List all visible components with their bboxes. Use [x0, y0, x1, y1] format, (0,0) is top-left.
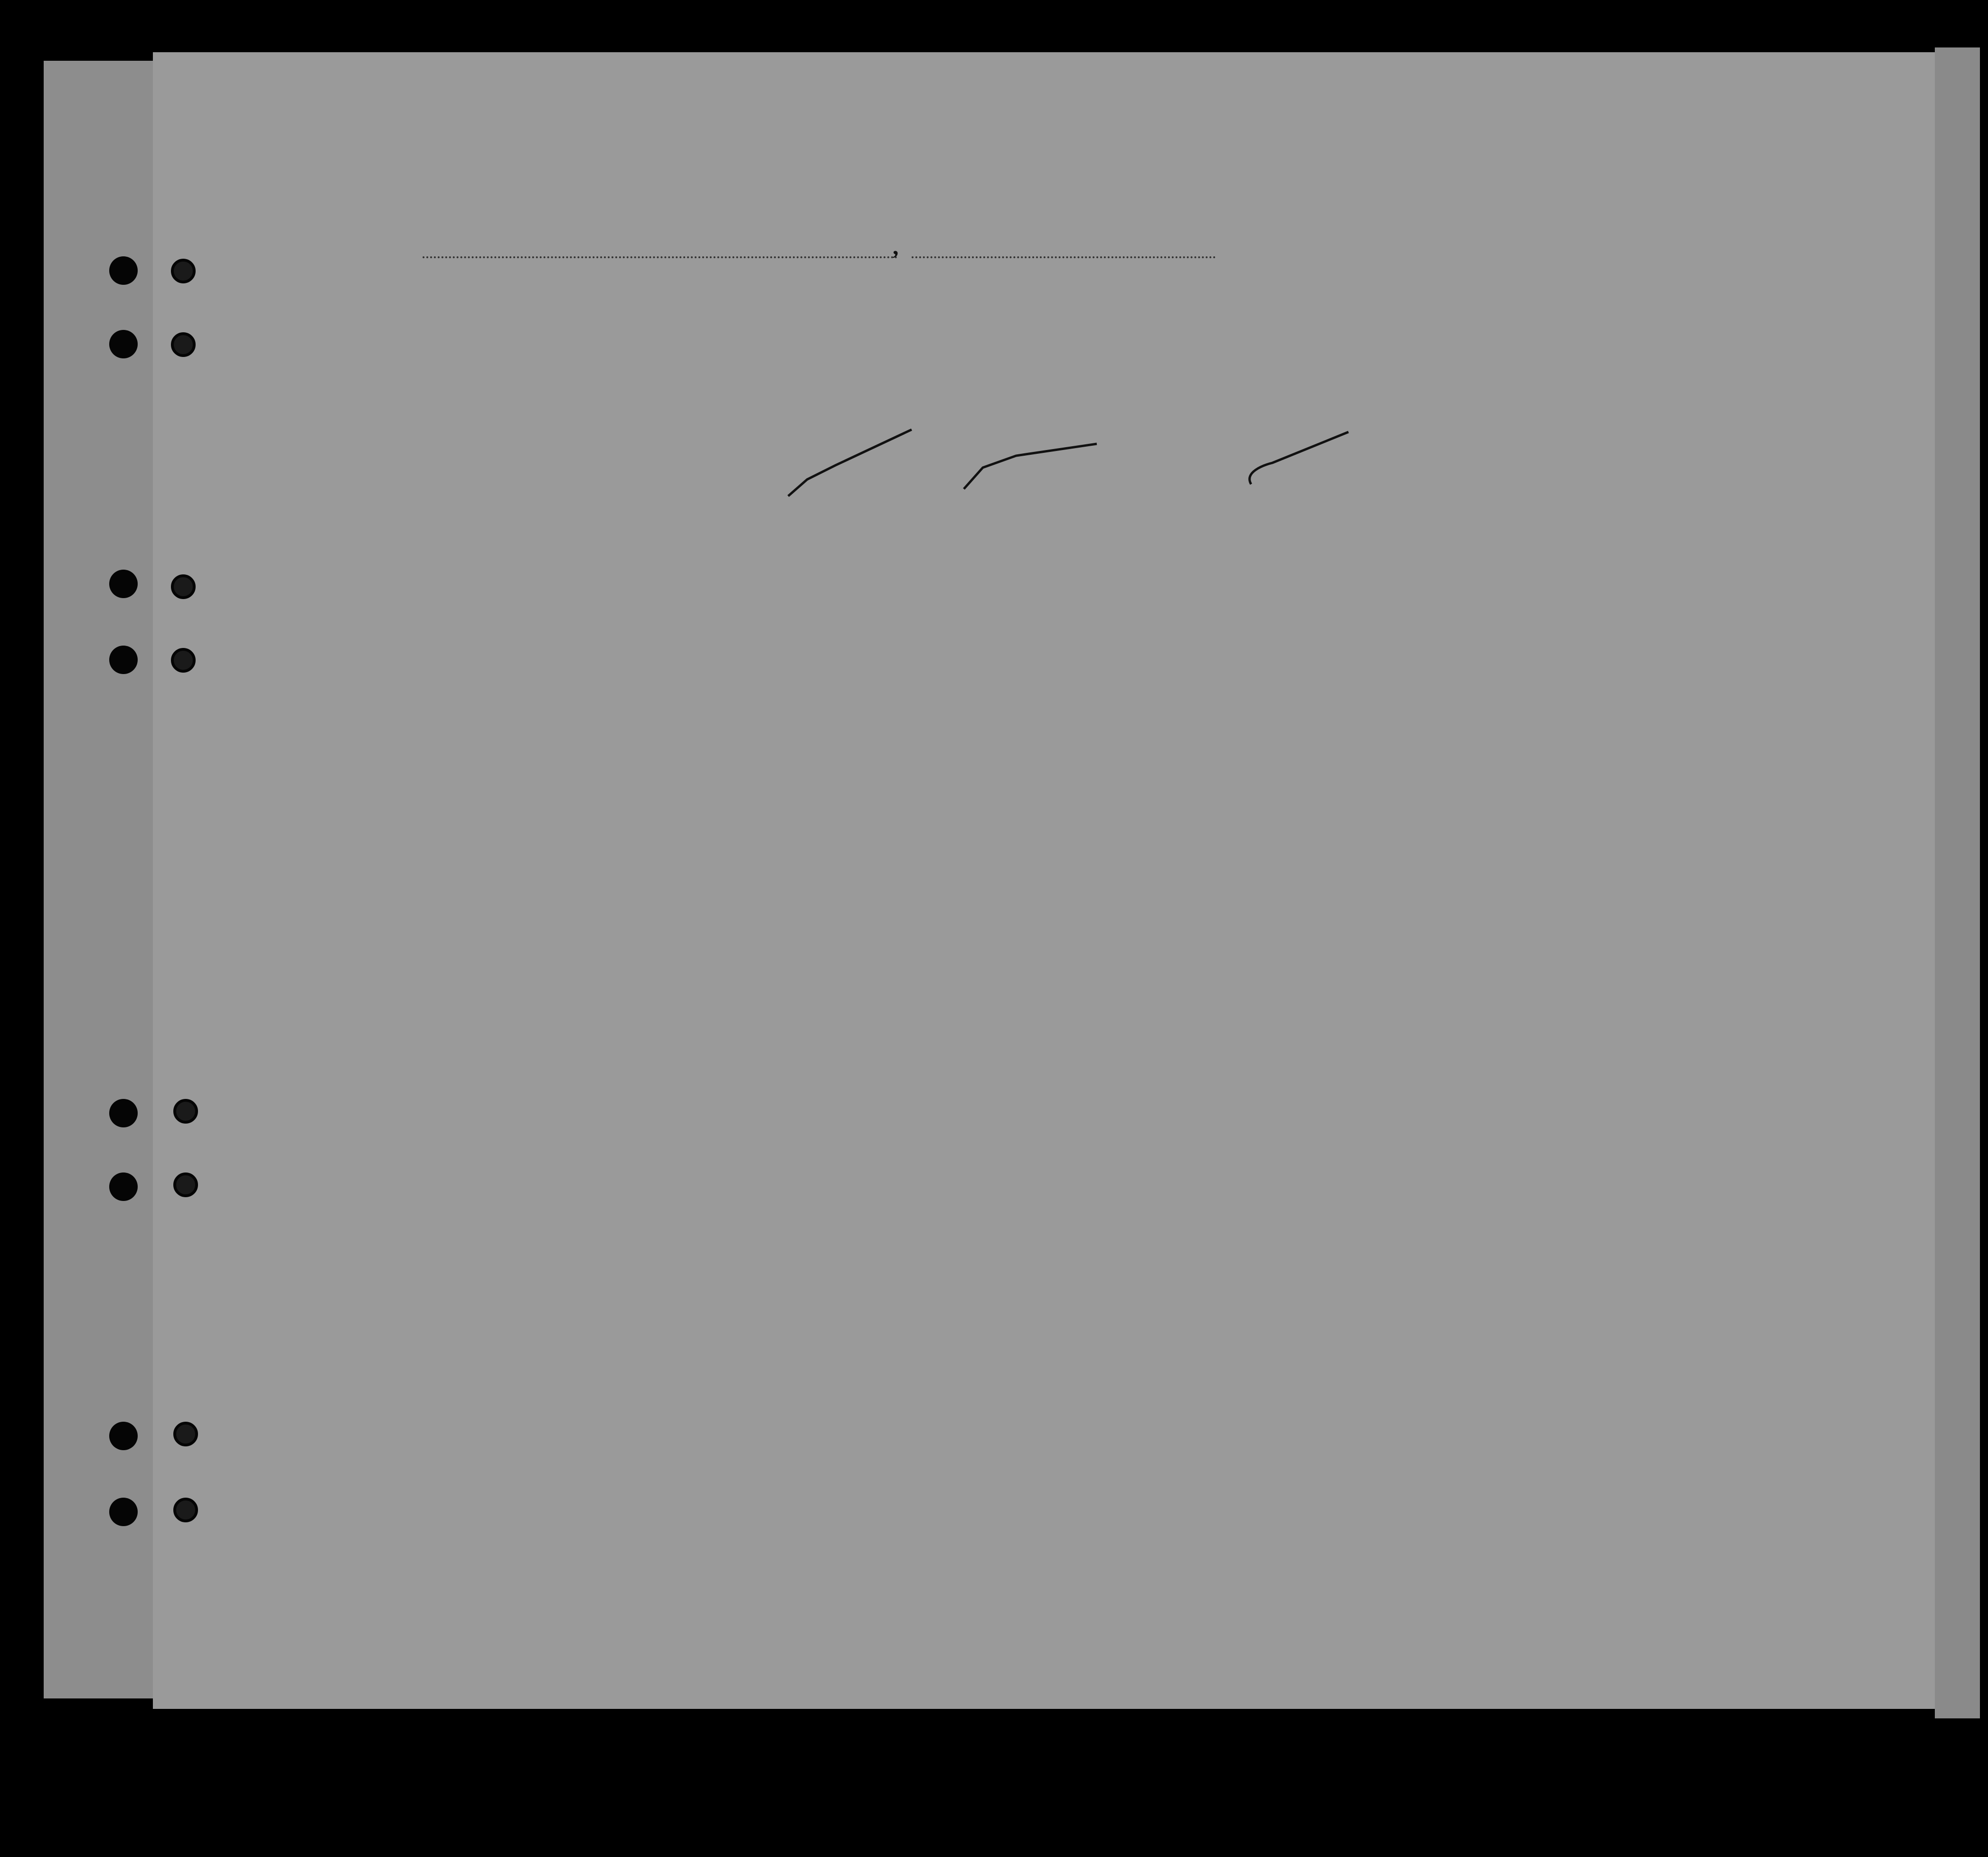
separator-comma: , — [893, 233, 899, 260]
check-mark — [1244, 427, 1353, 489]
check-mark — [779, 425, 921, 506]
check-mark — [959, 441, 1102, 494]
